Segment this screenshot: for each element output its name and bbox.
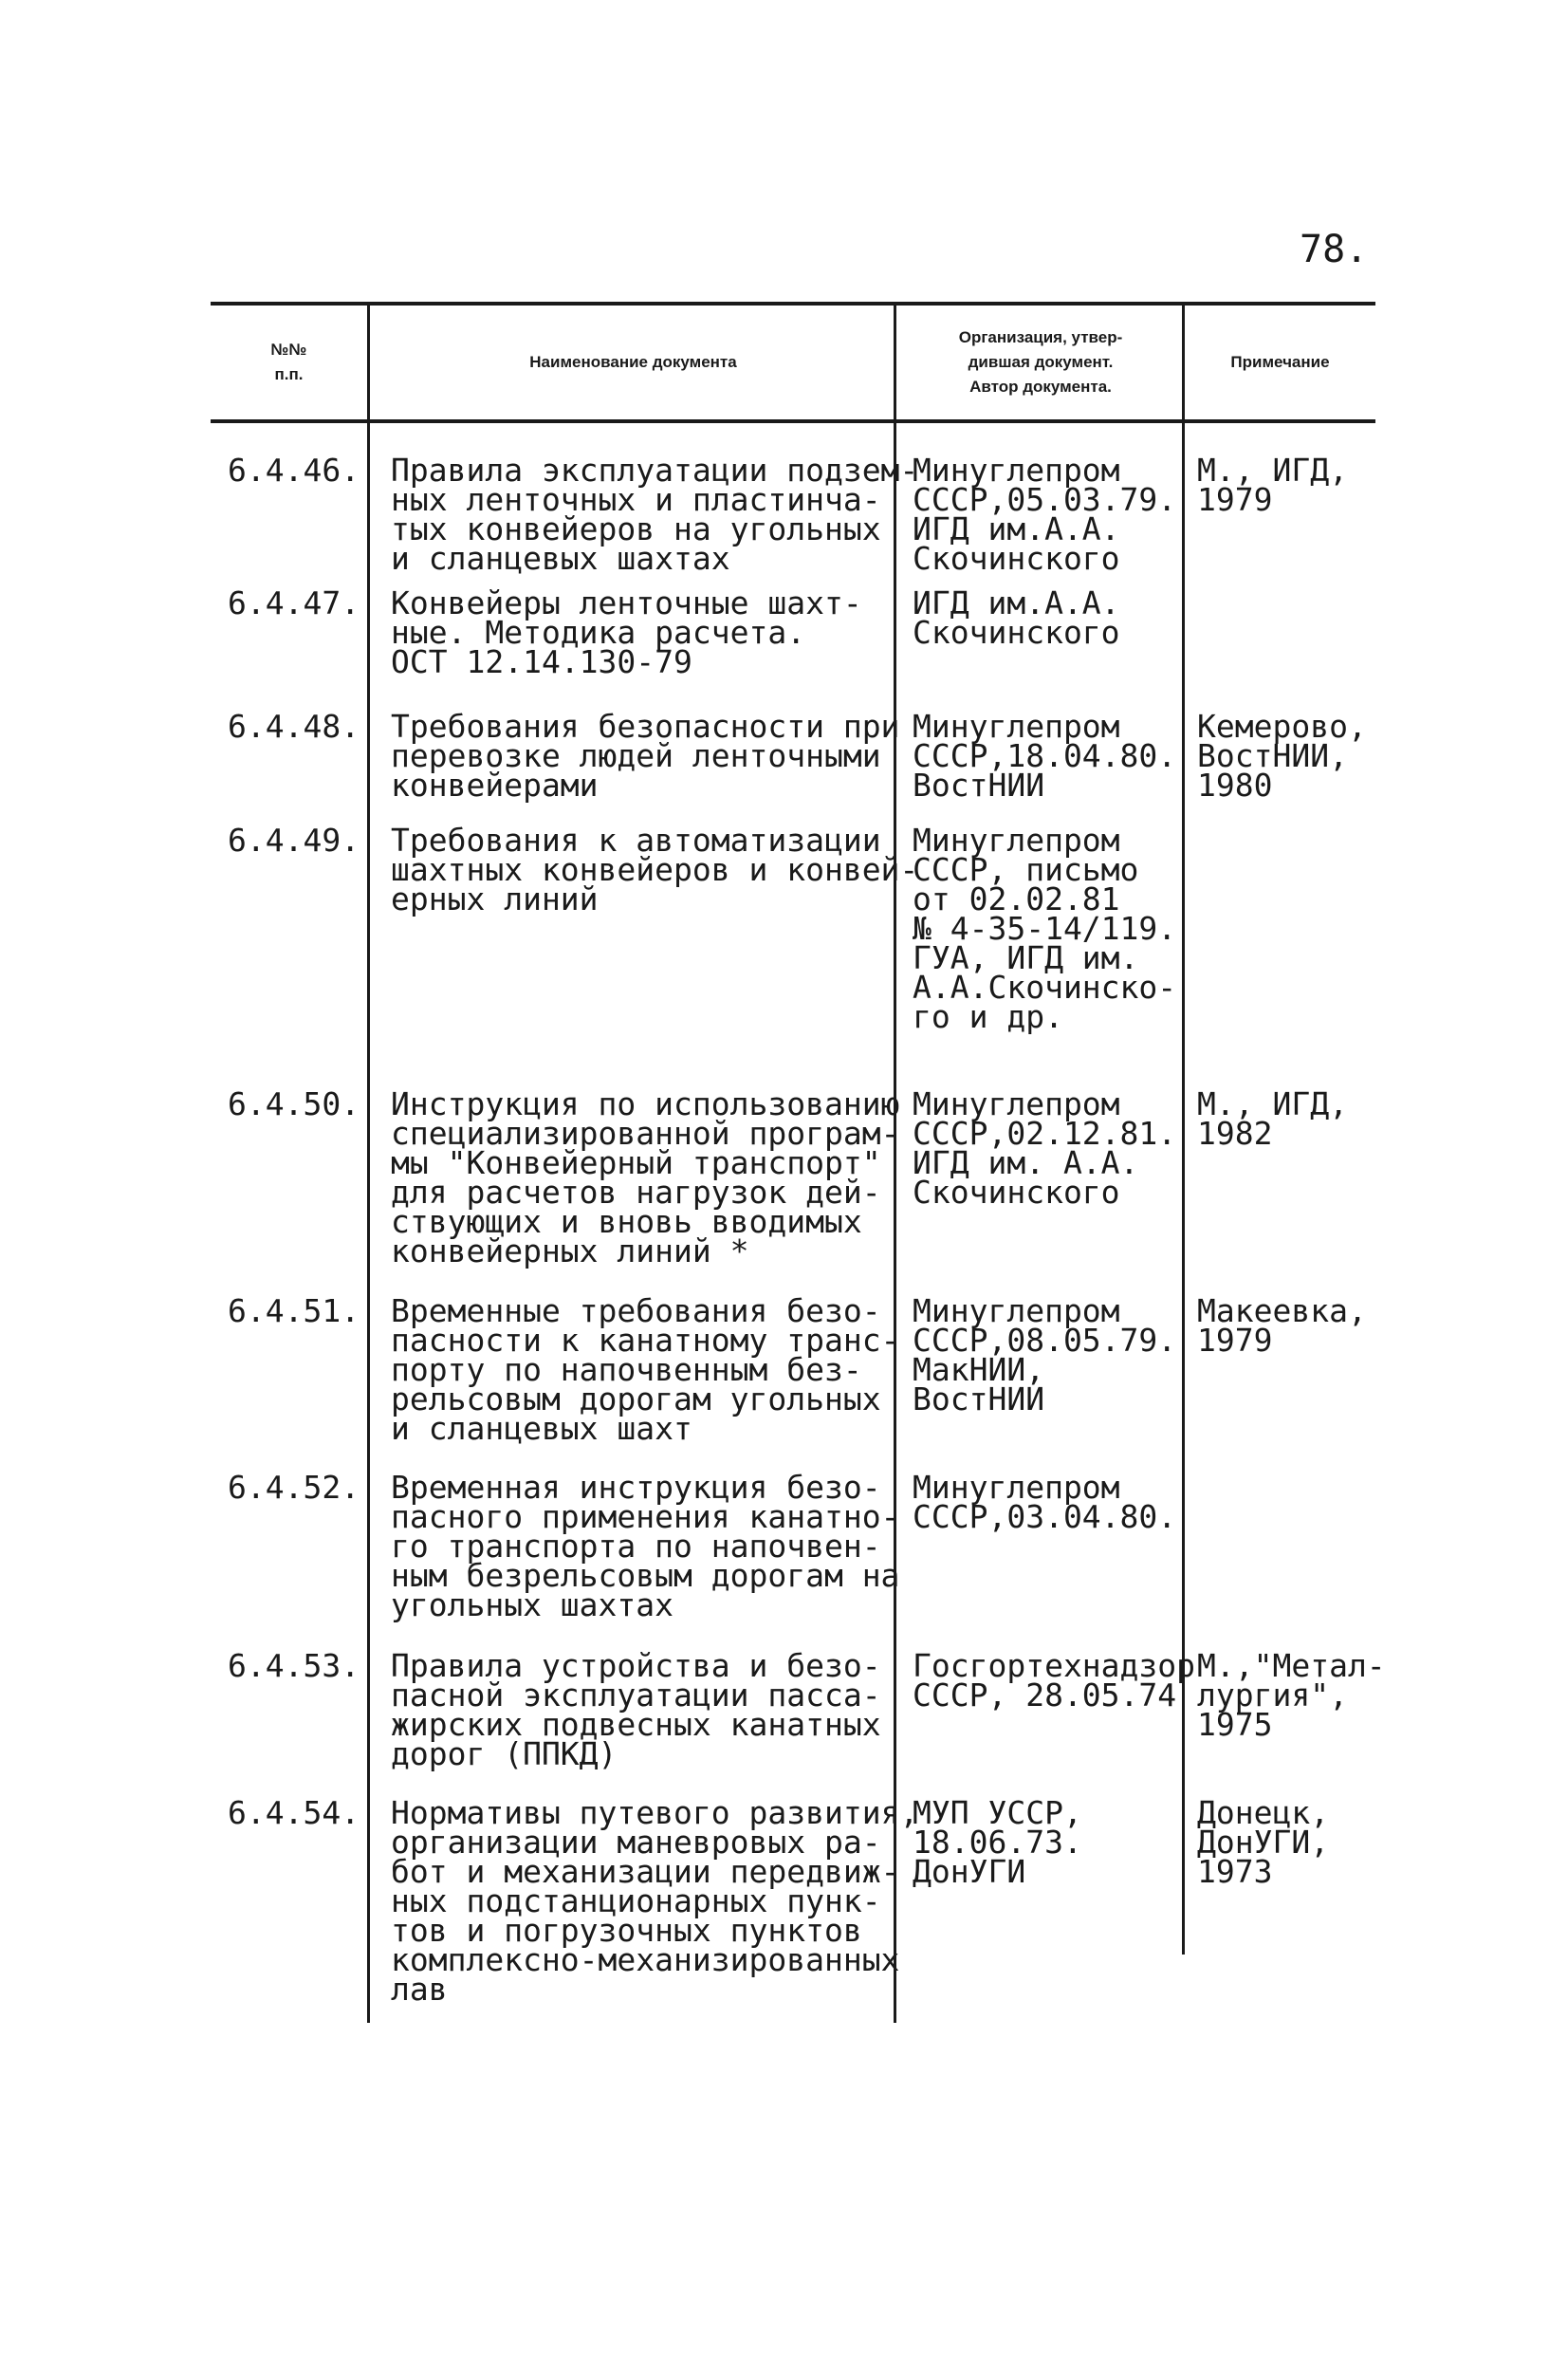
note: Кемерово, ВостНИИ, 1980: [1197, 708, 1367, 804]
organization: Минуглепром СССР, письмо от 02.02.81 № 4-35-14/119. ГУА, ИГД им. А.А.Скочинско- го и др.: [913, 822, 1177, 1035]
organization: Минуглепром СССР,02.12.81. ИГД им. А.А. Скочинского: [913, 1085, 1177, 1211]
document-name: Нормативы путевого развития, организации маневровых ра- бот и механизации передвиж- ных подстанционарных пунк- тов и погрузочных пунктов комплексно-механизированных лав: [391, 1794, 919, 2008]
note: М.,"Метал- лургия", 1975: [1197, 1647, 1386, 1743]
row-number: 6.4.54.: [228, 1794, 360, 1831]
organization: МУП УССР, 18.06.73. ДонУГИ: [913, 1794, 1082, 1890]
organization: ИГД им.А.А. Скочинского: [913, 584, 1120, 651]
note: Донецк, ДонУГИ, 1973: [1197, 1794, 1330, 1890]
row-number: 6.4.49.: [228, 822, 360, 859]
row-number: 6.4.50.: [228, 1085, 360, 1122]
row-number: 6.4.48.: [228, 708, 360, 745]
header-note: Примечание: [1230, 353, 1330, 371]
note: М., ИГД, 1982: [1197, 1085, 1348, 1152]
document-name: Правила эксплуатации подзем- ных ленточных и пластинча- тых конвейеров на угольных и сланцевых шахтах: [391, 452, 919, 577]
organization: Госгортехнадзор СССР, 28.05.74: [913, 1647, 1196, 1714]
header-number: №№ п.п.: [270, 341, 307, 383]
row-number: 6.4.51.: [228, 1292, 360, 1329]
row-number: 6.4.52.: [228, 1469, 360, 1506]
column-divider: [367, 304, 370, 2023]
document-name: Временная инструкция безо- пасного применения канатно- го транспорта по напочвен- ным безрельсовым дорогам на угольных шахтах: [391, 1469, 900, 1623]
document-name: Требования к автоматизации шахтных конвейеров и конвей- ерных линий: [391, 822, 919, 917]
organization: Минуглепром СССР,05.03.79. ИГД им.А.А. Скочинского: [913, 452, 1177, 577]
row-number: 6.4.47.: [228, 584, 360, 621]
organization: Минуглепром СССР,08.05.79. МакНИИ, ВостНИИ: [913, 1292, 1177, 1417]
row-number: 6.4.46.: [228, 452, 360, 489]
document-name: Конвейеры ленточные шахт- ные. Методика расчета. ОСТ 12.14.130-79: [391, 584, 862, 680]
page-number: 78.: [1300, 228, 1369, 271]
organization: Минуглепром СССР,03.04.80.: [913, 1469, 1177, 1535]
document-name: Правила устройства и безо- пасной эксплуатации пасса- жирских подвесных канатных дорог (ППКД): [391, 1647, 881, 1772]
table-header: [211, 302, 1375, 423]
note: М., ИГД, 1979: [1197, 452, 1348, 518]
header-organization: Организация, утвер- дившая документ. Автор документа.: [958, 328, 1123, 396]
note: Макеевка, 1979: [1197, 1292, 1367, 1359]
document-name: Инструкция по использованию специализированной програм- мы "Конвейерный транспорт" для расчетов нагрузок дей- ствующих и вновь вводимых конвейерных линий *: [391, 1085, 900, 1269]
header-document-name: Наименование документа: [529, 353, 737, 371]
document-name: Временные требования безо- пасности к канатному транс- порту по напочвенным без- рельсовым дорогам угольных и сланцевых шахт: [391, 1292, 900, 1447]
row-number: 6.4.53.: [228, 1647, 360, 1684]
document-name: Требования безопасности при перевозке людей ленточными конвейерами: [391, 708, 900, 804]
organization: Минуглепром СССР,18.04.80. ВостНИИ: [913, 708, 1177, 804]
